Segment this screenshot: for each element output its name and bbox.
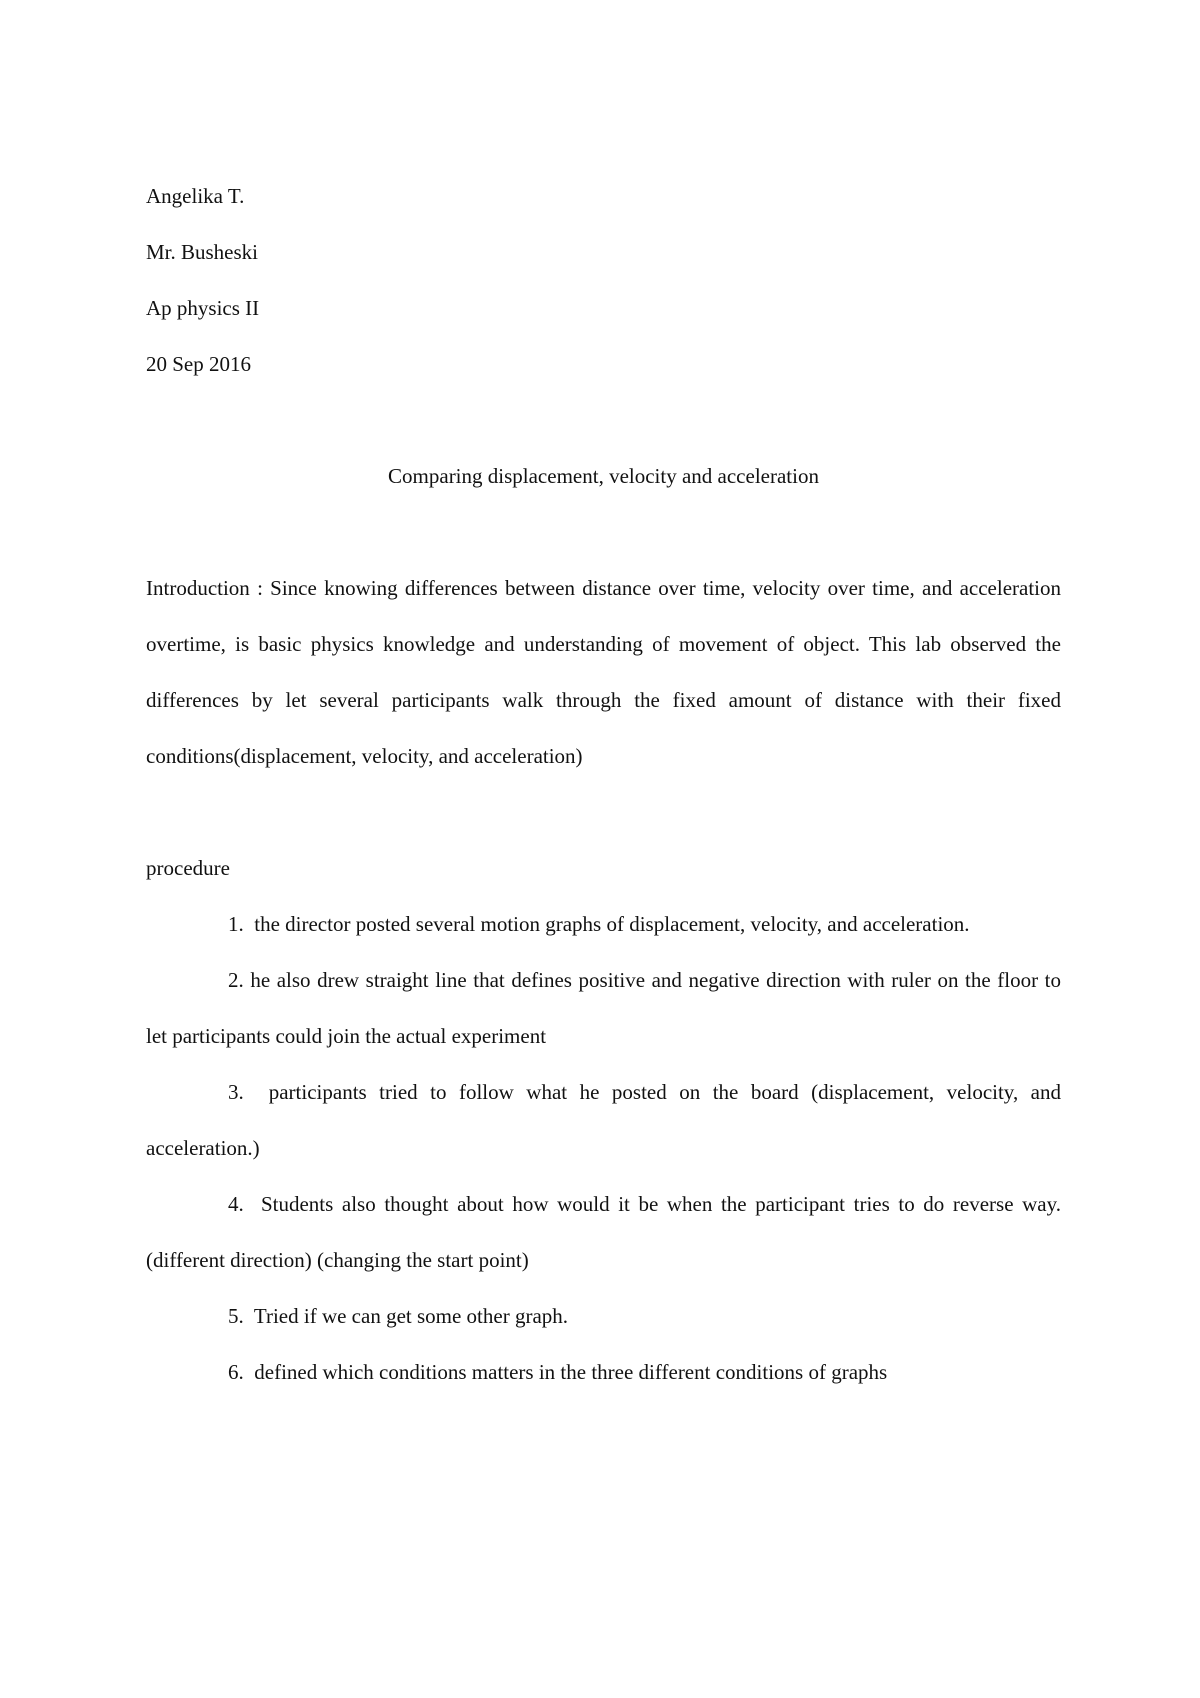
introduction-paragraph: Introduction : Since knowing differences between distance over time, velocity over time, and acceleration overtime, is basic physics knowledge and understanding of movement of object. This lab observed the differences by let several participants walk through the fixed amount of distance with their fixed conditions(displacement, velocity, and acceleration) [146,576,1061,768]
step-number: 3. [228,1080,244,1104]
teacher-name: Mr. Busheski [146,240,259,264]
step-text: participants tried to follow what he posted on the board (displacement, velocity, and acceleration.) [146,1080,1061,1160]
procedure-step [146,1064,1061,1176]
step-text: Students also thought about how would it be when the participant tries to do reverse way. (different direction) (changing the start point) [146,1192,1061,1272]
author-name: Angelika T. [146,184,245,208]
step-number: 1. [228,912,244,936]
document-body [146,168,1061,1400]
procedure-step [146,1344,1061,1400]
document-date: 20 Sep 2016 [146,352,251,376]
step-text: he also drew straight line that defines positive and negative direction with ruler on the floor to let participants could join the actual experiment [146,968,1061,1048]
step-number: 5. [228,1304,244,1328]
step-text: the director posted several motion graphs of displacement, velocity, and acceleration. [254,912,970,936]
step-text: defined which conditions matters in the three different conditions of graphs [254,1360,888,1384]
procedure-step [146,1288,1061,1344]
section-spacer [146,784,1061,840]
document-title: Comparing displacement, velocity and acceleration [388,464,819,488]
procedure-step [146,1176,1061,1288]
step-number: 4. [228,1192,244,1216]
procedure-heading: procedure [146,856,230,880]
course-name: Ap physics II [146,296,260,320]
step-number: 2. [228,968,244,992]
procedure-step [146,952,1061,1064]
step-number: 6. [228,1360,244,1384]
step-text: Tried if we can get some other graph. [253,1304,569,1328]
procedure-step [146,896,1061,952]
